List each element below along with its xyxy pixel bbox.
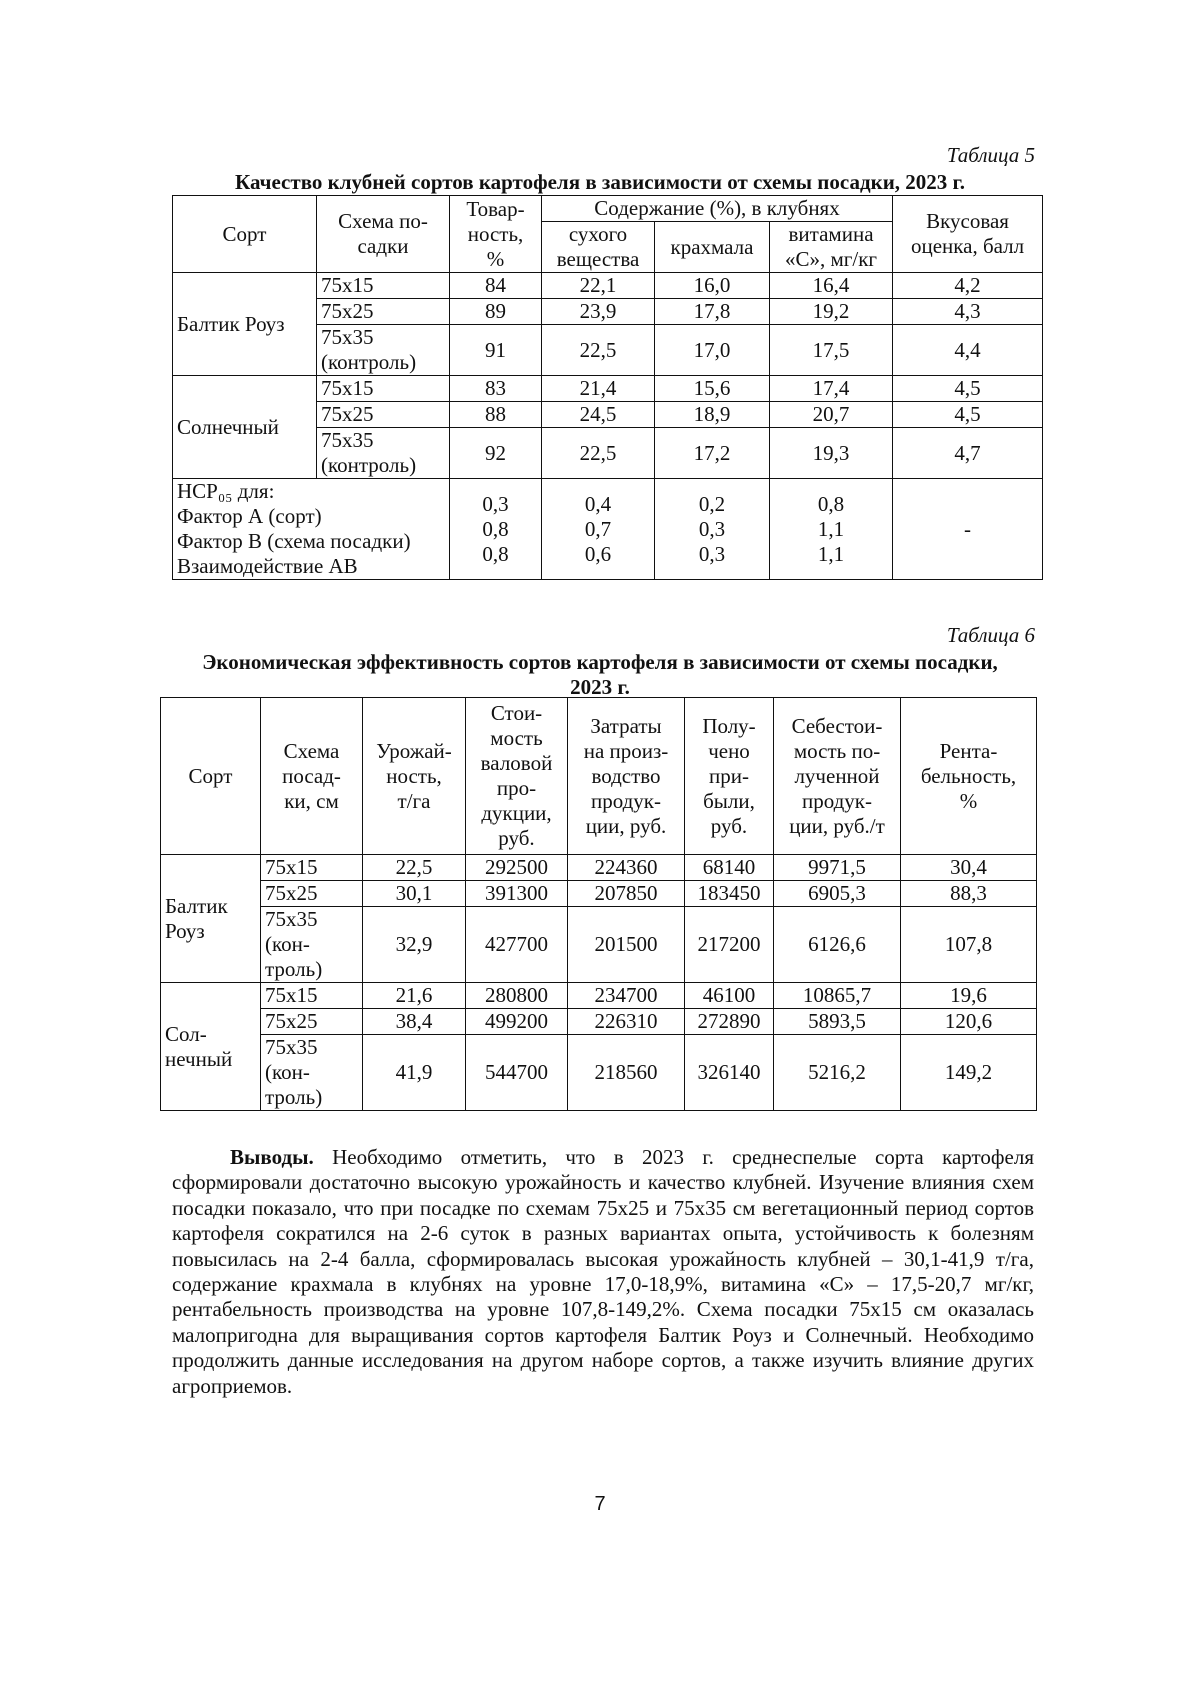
header-cost-price: Себестои- мость по- лученной продук- ции, руб./т [774, 698, 901, 855]
scheme-cell: 75х25 [261, 881, 363, 907]
value-cell: 38,4 [363, 1009, 466, 1035]
header-scheme: Схема посад- ки, см [261, 698, 363, 855]
table-row [173, 376, 1043, 402]
value-cell: 21,4 [542, 376, 655, 402]
header-variety: Сорт [161, 698, 261, 855]
scheme-cell: 75х35 (кон- троль) [261, 1035, 363, 1111]
value-cell: 5893,5 [774, 1009, 901, 1035]
value-cell: 201500 [568, 907, 685, 983]
value-cell: 280800 [466, 983, 568, 1009]
lsd-vitamin: 0,8 1,1 1,1 [770, 479, 893, 580]
scheme-cell: 75х25 [261, 1009, 363, 1035]
header-profitability: Рента- бельность, % [901, 698, 1037, 855]
value-cell: 4,3 [893, 299, 1043, 325]
variety-cell: Балтик Роуз [161, 855, 261, 983]
scheme-cell: 75х35 (кон- троль) [261, 907, 363, 983]
header-yield: Урожай- ность, т/га [363, 698, 466, 855]
value-cell: 19,3 [770, 428, 893, 479]
value-cell: 4,5 [893, 402, 1043, 428]
table6-caption: Таблица 6 [946, 623, 1035, 647]
value-cell: 23,9 [542, 299, 655, 325]
value-cell: 4,2 [893, 273, 1043, 299]
value-cell: 9971,5 [774, 855, 901, 881]
table5-caption: Таблица 5 [946, 143, 1035, 167]
value-cell: 21,6 [363, 983, 466, 1009]
value-cell: 16,4 [770, 273, 893, 299]
lsd-marketability: 0,3 0,8 0,8 [450, 479, 542, 580]
value-cell: 224360 [568, 855, 685, 881]
page-number: 7 [594, 1493, 606, 1515]
value-cell: 16,0 [655, 273, 770, 299]
value-cell: 30,4 [901, 855, 1037, 881]
value-cell: 24,5 [542, 402, 655, 428]
header-production-costs: Затраты на произ- водство продук- ции, руб. [568, 698, 685, 855]
variety-cell: Солнечный [173, 376, 317, 479]
value-cell: 292500 [466, 855, 568, 881]
value-cell: 68140 [685, 855, 774, 881]
value-cell: 46100 [685, 983, 774, 1009]
value-cell: 19,2 [770, 299, 893, 325]
scheme-cell: 75х35 (контроль) [317, 428, 450, 479]
header-profit: Полу- чено при- были, руб. [685, 698, 774, 855]
value-cell: 84 [450, 273, 542, 299]
value-cell: 22,5 [542, 428, 655, 479]
value-cell: 17,4 [770, 376, 893, 402]
value-cell: 234700 [568, 983, 685, 1009]
value-cell: 89 [450, 299, 542, 325]
value-cell: 272890 [685, 1009, 774, 1035]
table-row [161, 855, 1037, 881]
value-cell: 218560 [568, 1035, 685, 1111]
scheme-cell: 75х15 [261, 855, 363, 881]
value-cell: 20,7 [770, 402, 893, 428]
value-cell: 4,4 [893, 325, 1043, 376]
value-cell: 41,9 [363, 1035, 466, 1111]
value-cell: 83 [450, 376, 542, 402]
header-vitamin-c: витамина «С», мг/кг [770, 222, 893, 273]
conclusion-lead: Выводы. [230, 1145, 314, 1169]
value-cell: 544700 [466, 1035, 568, 1111]
value-cell: 120,6 [901, 1009, 1037, 1035]
value-cell: 149,2 [901, 1035, 1037, 1111]
lsd-dry: 0,4 0,7 0,6 [542, 479, 655, 580]
value-cell: 17,2 [655, 428, 770, 479]
variety-cell: Балтик Роуз [173, 273, 317, 376]
value-cell: 22,1 [542, 273, 655, 299]
table-row [161, 1009, 1037, 1035]
value-cell: 88,3 [901, 881, 1037, 907]
value-cell: 217200 [685, 907, 774, 983]
value-cell: 17,0 [655, 325, 770, 376]
header-starch: крахмала [655, 222, 770, 273]
value-cell: 19,6 [901, 983, 1037, 1009]
table-row [161, 983, 1037, 1009]
value-cell: 326140 [685, 1035, 774, 1111]
value-cell: 226310 [568, 1009, 685, 1035]
value-cell: 5216,2 [774, 1035, 901, 1111]
value-cell: 4,7 [893, 428, 1043, 479]
scheme-cell: 75х25 [317, 402, 450, 428]
value-cell: 391300 [466, 881, 568, 907]
lsd-row [173, 479, 1043, 580]
value-cell: 22,5 [542, 325, 655, 376]
value-cell: 183450 [685, 881, 774, 907]
value-cell: 88 [450, 402, 542, 428]
value-cell: 4,5 [893, 376, 1043, 402]
value-cell: 15,6 [655, 376, 770, 402]
lsd-taste: - [893, 479, 1043, 580]
scheme-cell: 75х15 [261, 983, 363, 1009]
header-scheme: Схема по- садки [317, 196, 450, 273]
value-cell: 92 [450, 428, 542, 479]
table6 [160, 697, 1037, 1111]
value-cell: 30,1 [363, 881, 466, 907]
value-cell: 22,5 [363, 855, 466, 881]
value-cell: 6126,6 [774, 907, 901, 983]
lsd-starch: 0,2 0,3 0,3 [655, 479, 770, 580]
lsd-labels: НСР₀₅ для: Фактор А (сорт) Фактор В (схема посадки) Взаимодействие АВ [173, 479, 450, 580]
scheme-cell: 75х15 [317, 273, 450, 299]
table-row [161, 907, 1037, 983]
header-marketability: Товар- ность, % [450, 196, 542, 273]
value-cell: 107,8 [901, 907, 1037, 983]
value-cell: 427700 [466, 907, 568, 983]
value-cell: 207850 [568, 881, 685, 907]
header-gross-output: Стои- мость валовой про- дукции, руб. [466, 698, 568, 855]
header-variety: Сорт [173, 196, 317, 273]
variety-cell: Сол- нечный [161, 983, 261, 1111]
value-cell: 17,5 [770, 325, 893, 376]
value-cell: 499200 [466, 1009, 568, 1035]
header-content-group: Содержание (%), в клубнях [542, 196, 893, 222]
scheme-cell: 75х25 [317, 299, 450, 325]
conclusion-text: Необходимо отметить, что в 2023 г. среднеспелые сорта картофеля сформировали достаточно высокую урожайность и качество клубней. Изучение влияния схем посадки показало, что при посадке по схемам 75х25 и 75х35 см вегетационный период сортов картофеля сократился на 2-6 суток в разных вариантах опыта, устойчивость к болезням повысилась на 2-4 балла, сформировалась высокая урожайность клубней – 30,1-41,9 т/га, содержание крахмала в клубнях на уровне 17,0-18,9%, витамина «С» – 17,5-20,7 мг/кг, рентабельность производства на уровне 107,8-149,2%. Схема посадки 75х15 см оказалась малопригодна для выращивания сортов картофеля Балтик Роуз и Солнечный. Необходимо продолжить данные исследования на другом наборе сортов, а также изучить влияние других агроприемов. [172, 1145, 1034, 1398]
table6-title: Экономическая эффективность сортов картофеля в зависимости от схемы посадки, 2023 г. [202, 650, 998, 699]
table5-title: Качество клубней сортов картофеля в зависимости от схемы посадки, 2023 г. [235, 170, 965, 194]
value-cell: 6905,3 [774, 881, 901, 907]
scheme-cell: 75х15 [317, 376, 450, 402]
table-row [173, 273, 1043, 299]
header-taste: Вкусовая оценка, балл [893, 196, 1043, 273]
conclusion-paragraph [172, 1145, 1034, 1399]
value-cell: 10865,7 [774, 983, 901, 1009]
scheme-cell: 75х35 (контроль) [317, 325, 450, 376]
header-dry-matter: сухого вещества [542, 222, 655, 273]
table-row [161, 881, 1037, 907]
value-cell: 17,8 [655, 299, 770, 325]
value-cell: 18,9 [655, 402, 770, 428]
value-cell: 32,9 [363, 907, 466, 983]
value-cell: 91 [450, 325, 542, 376]
table-row [161, 1035, 1037, 1111]
table5 [172, 195, 1043, 580]
